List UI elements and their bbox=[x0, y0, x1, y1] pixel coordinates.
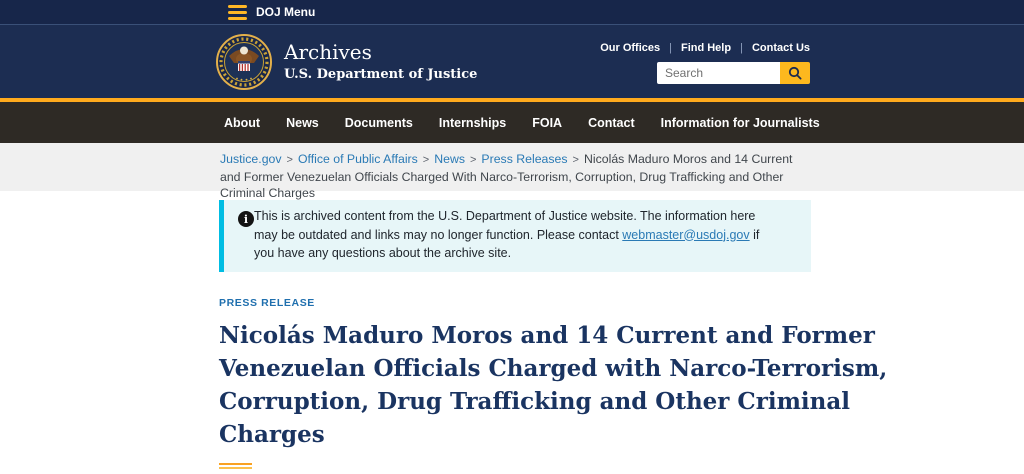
webmaster-link[interactable]: webmaster@usdoj.gov bbox=[622, 227, 750, 242]
doj-menu-label: DOJ Menu bbox=[256, 5, 316, 19]
breadcrumb-separator: > bbox=[469, 154, 477, 166]
link-separator: | bbox=[669, 41, 672, 54]
main-content bbox=[0, 200, 1024, 469]
doj-seal-logo bbox=[216, 34, 272, 90]
title-line: Corruption, Drug Trafficking and Other Criminal bbox=[219, 387, 851, 415]
breadcrumb-link-press-releases[interactable]: Press Releases bbox=[481, 152, 568, 166]
breadcrumb-link-justice-gov[interactable]: Justice.gov bbox=[220, 152, 282, 166]
nav-item-about[interactable]: About bbox=[224, 115, 261, 130]
site-title: Archives bbox=[284, 40, 372, 64]
nav-item-foia[interactable]: FOIA bbox=[532, 115, 563, 130]
notice-text-after: if you have any questions about the archive site. bbox=[254, 227, 760, 260]
site-subtitle: U.S. Department of Justice bbox=[284, 67, 478, 82]
title-line: Nicolás Maduro Moros and 14 Current and Former bbox=[219, 321, 875, 349]
search-form bbox=[657, 62, 810, 84]
title-line: Charges bbox=[219, 420, 325, 448]
nav-item-contact[interactable]: Contact bbox=[588, 115, 635, 130]
breadcrumb bbox=[220, 151, 808, 202]
nav-item-news[interactable]: News bbox=[286, 115, 319, 130]
breadcrumb-band bbox=[0, 143, 1024, 200]
header-utility-links bbox=[600, 42, 810, 54]
main-nav bbox=[0, 102, 1024, 143]
doj-menu-button[interactable] bbox=[228, 5, 315, 20]
search-input[interactable] bbox=[657, 62, 780, 84]
press-release-kicker: PRESS RELEASE bbox=[219, 296, 315, 309]
notice-text bbox=[254, 207, 762, 263]
utility-link-find-help[interactable]: Find Help bbox=[680, 41, 732, 54]
link-separator: | bbox=[740, 41, 743, 54]
notice-text-before: This is archived content from the U.S. Department of Justice website. The information here may be outdated and links may no longer function. Please contact bbox=[254, 209, 756, 242]
gold-divider bbox=[219, 463, 252, 469]
breadcrumb-separator: > bbox=[286, 154, 293, 166]
page-title bbox=[219, 319, 888, 451]
topbar bbox=[0, 0, 1024, 25]
nav-item-internships[interactable]: Internships bbox=[438, 115, 507, 130]
info-icon: i bbox=[238, 211, 254, 227]
breadcrumb-current: Nicolás Maduro Moros and 14 Current and Former Venezuelan Officials Charged With Narco-Terrorism, Corruption, Drug Trafficking and Other Criminal Charges bbox=[220, 152, 793, 200]
archive-notice bbox=[219, 200, 811, 272]
search-icon bbox=[787, 65, 803, 81]
site-header bbox=[0, 25, 1024, 102]
utility-link-contact-us[interactable]: Contact Us bbox=[751, 41, 810, 54]
title-line: Venezuelan Officials Charged with Narco-Terrorism, bbox=[219, 354, 888, 382]
nav-item-documents[interactable]: Documents bbox=[344, 115, 413, 130]
utility-link-our-offices[interactable]: Our Offices bbox=[600, 41, 661, 54]
brand-home-link[interactable] bbox=[216, 34, 477, 90]
search-button[interactable] bbox=[780, 62, 810, 84]
breadcrumb-separator: > bbox=[572, 154, 579, 166]
breadcrumb-separator: > bbox=[422, 154, 430, 166]
breadcrumb-link-office-of-public-affairs[interactable]: Office of Public Affairs bbox=[297, 152, 418, 166]
nav-item-information-for-journalists[interactable]: Information for Journalists bbox=[660, 115, 820, 130]
hamburger-icon bbox=[228, 5, 247, 20]
breadcrumb-link-news[interactable]: News bbox=[434, 152, 465, 166]
